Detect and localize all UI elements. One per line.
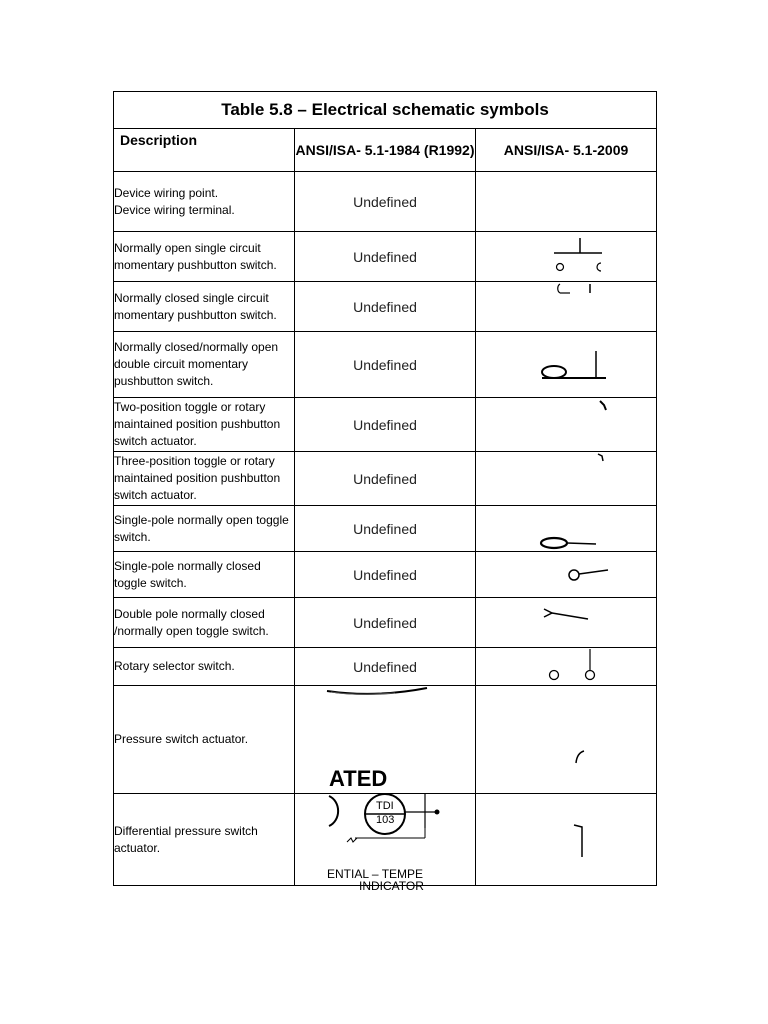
table-row	[114, 552, 657, 598]
table-header-row	[114, 129, 657, 172]
row-description: Single-pole normally closed toggle switch.	[114, 552, 295, 598]
ansi-1984-cell: Undefined	[295, 506, 476, 552]
table-row	[114, 506, 657, 552]
ansi-1984-cell	[295, 794, 476, 893]
pushbutton-nc-icon	[476, 282, 657, 330]
ansi-2009-cell	[476, 648, 657, 686]
ansi-1984-cell: Undefined	[295, 552, 476, 598]
row-description: Differential pressure switch actuator.	[114, 794, 295, 886]
table-row	[114, 686, 657, 794]
toggle-no-icon	[476, 507, 657, 551]
table-row	[114, 398, 657, 452]
symbols-table-page	[113, 91, 656, 893]
pushbutton-no-icon	[476, 233, 657, 281]
scan-fragment-icon	[295, 686, 476, 792]
two-position-actuator-icon	[476, 398, 657, 450]
pushbutton-double-icon	[476, 333, 657, 397]
ansi-2009-cell	[476, 506, 657, 552]
ansi-2009-cell	[476, 452, 657, 506]
ansi-2009-cell	[476, 232, 657, 282]
row-description: Rotary selector switch.	[114, 648, 295, 686]
ansi-2009-cell	[476, 794, 657, 886]
toggle-double-icon	[476, 599, 657, 647]
ansi-2009-cell	[476, 552, 657, 598]
ansi-2009-cell	[476, 282, 657, 332]
table-row	[114, 332, 657, 398]
row-description: Double pole normally closed /normally open toggle switch.	[114, 598, 295, 648]
svg-text:103: 103	[376, 814, 395, 826]
ansi-2009-cell	[476, 332, 657, 398]
ansi-2009-cell	[476, 172, 657, 232]
scan-fragment-icon	[295, 794, 476, 893]
table-row	[114, 172, 657, 232]
svg-text:ENTIAL – TEMPE: ENTIAL – TEMPE	[327, 867, 424, 881]
row-description: Two-position toggle or rotary maintained position pushbutton switch actuator.	[114, 398, 295, 452]
toggle-nc-icon	[476, 553, 657, 597]
header-ansi-2009: ANSI/ISA- 5.1-2009	[476, 129, 657, 172]
row-description: Pressure switch actuator.	[114, 686, 295, 794]
pressure-actuator-icon	[476, 687, 657, 793]
ansi-2009-cell	[476, 598, 657, 648]
header-ansi-1984: ANSI/ISA- 5.1-1984 (R1992)	[295, 129, 476, 172]
ansi-1984-cell: Undefined	[295, 398, 476, 452]
table-row	[114, 648, 657, 686]
ansi-1984-cell: Undefined	[295, 282, 476, 332]
ansi-1984-cell: Undefined	[295, 332, 476, 398]
ansi-1984-cell: Undefined	[295, 648, 476, 686]
rotary-selector-icon	[476, 649, 657, 685]
table-row	[114, 794, 657, 886]
row-description: Three-position toggle or rotary maintained position pushbutton switch actuator.	[114, 452, 295, 506]
svg-text:ATED: ATED	[329, 766, 388, 791]
row-description: Normally closed single circuit momentary pushbutton switch.	[114, 282, 295, 332]
row-description: Normally open single circuit momentary pushbutton switch.	[114, 232, 295, 282]
table-row	[114, 282, 657, 332]
svg-text:INDICATOR: INDICATOR	[359, 879, 424, 893]
header-description: Description	[114, 129, 295, 172]
ansi-1984-cell: Undefined	[295, 172, 476, 232]
differential-actuator-icon	[476, 795, 657, 885]
ansi-1984-cell	[295, 686, 476, 794]
ansi-2009-cell	[476, 398, 657, 452]
table-row	[114, 452, 657, 506]
row-description	[114, 172, 295, 232]
ansi-2009-cell	[476, 686, 657, 794]
ansi-1984-cell: Undefined	[295, 598, 476, 648]
three-position-actuator-icon	[476, 452, 657, 504]
description-text: Device wiring point. Device wiring terminal.	[114, 185, 235, 217]
svg-text:TDI: TDI	[376, 800, 394, 812]
table-row	[114, 598, 657, 648]
row-description: Normally closed/normally open double circuit momentary pushbutton switch.	[114, 332, 295, 398]
table-row	[114, 232, 657, 282]
row-description: Single-pole normally open toggle switch.	[114, 506, 295, 552]
symbols-table	[113, 91, 657, 893]
table-title: Table 5.8 – Electrical schematic symbols	[114, 92, 657, 129]
ansi-1984-cell: Undefined	[295, 452, 476, 506]
ansi-1984-cell: Undefined	[295, 232, 476, 282]
